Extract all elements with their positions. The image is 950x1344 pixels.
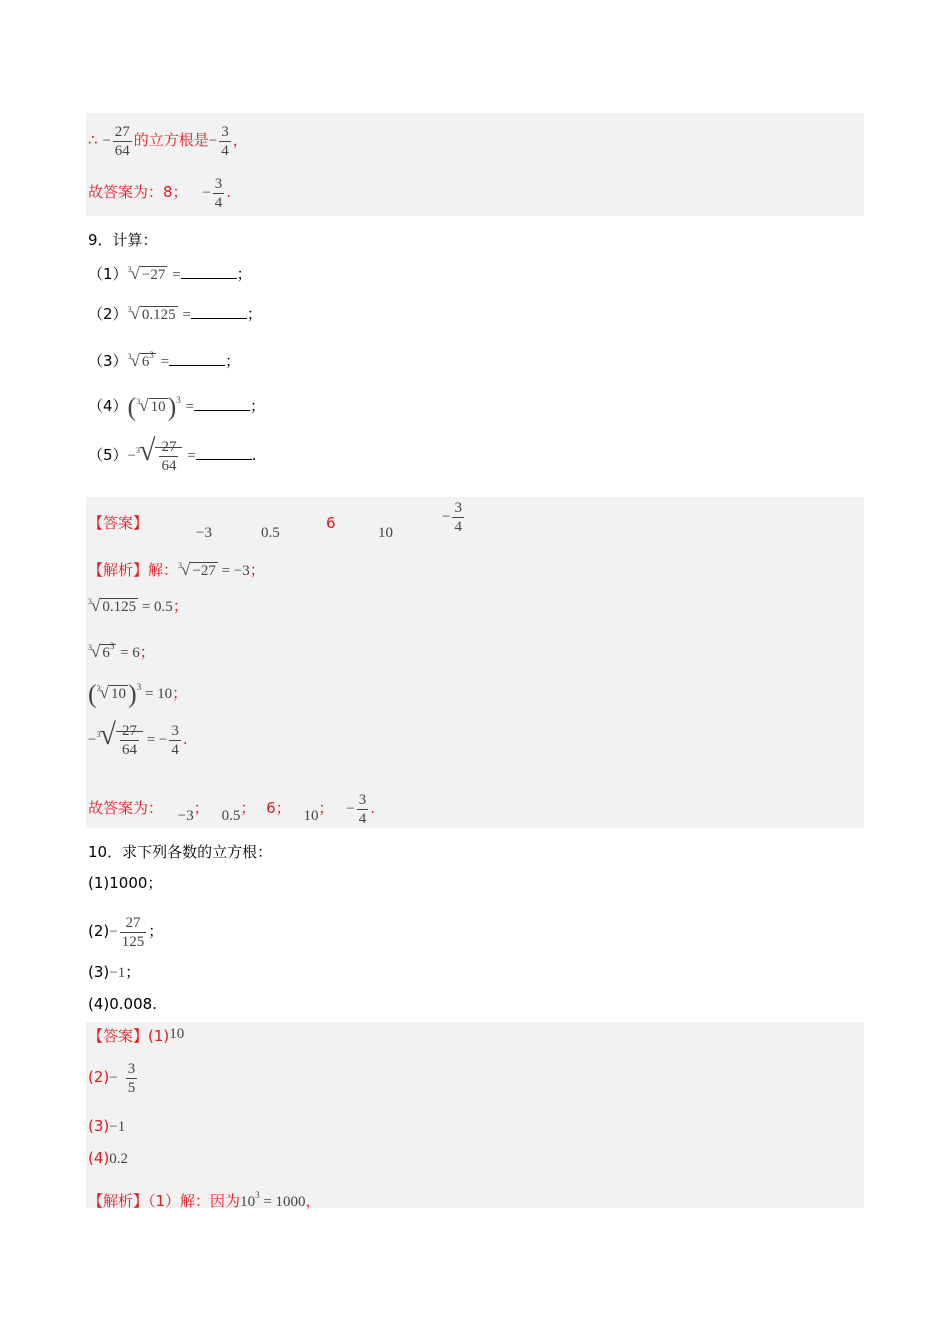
final-answer-line: 故答案为： −3； 0.5； 6； 10； − $\frac{3}{4}$ .	[88, 792, 375, 827]
answer-label: 【答案】	[88, 514, 149, 532]
cube-root: $^3$√ −27	[178, 560, 216, 579]
question-9-title: 9．计算：	[88, 231, 158, 249]
fraction: $\frac{27}{64}$	[121, 723, 137, 758]
question-9-item-1: $(1)^3√ -27$ = ；	[88, 264, 252, 287]
answer-blank[interactable]	[169, 351, 225, 366]
answer-3: 6	[326, 514, 336, 532]
fraction: $\frac{3}{4}$	[221, 124, 229, 159]
question-9-item-3: $(3)^3√$ $6^3$ = ；	[88, 345, 240, 374]
question-9-item-2: $(2)^3√$ 0.125 = ；	[88, 304, 262, 327]
question-9-item-4: （4）($^3$√ 10)$^3$ = ；	[88, 392, 265, 422]
answer-blank[interactable]	[196, 445, 252, 460]
fraction: $\frac{27}{64}$	[161, 439, 177, 474]
question-10-item-3: (3)−1；	[88, 963, 141, 981]
analysis-line-2: $^3$√ 0.125 = 0.5；	[88, 596, 188, 619]
analysis-line-4: ($^3$√ 10)$^3$ = 10；	[88, 679, 188, 709]
cube-root: $^3$√ $6^3$	[127, 350, 154, 370]
analysis-line: 【解析】（1）解：因为$10^3 = 1000$，	[88, 1190, 321, 1210]
cube-root: $^3$√ 10	[96, 683, 127, 702]
answer-blank[interactable]	[191, 304, 247, 319]
answer-2: 0.5	[261, 525, 280, 541]
cube-root: $^3$√ $\frac{27}{64}$	[136, 438, 182, 475]
answer-1: −3	[196, 525, 212, 541]
answer-blank[interactable]	[181, 264, 237, 279]
cube-root: $^3$√ 0.125	[127, 304, 176, 323]
analysis-line-5: −$^3$√ $\frac{27}{64}$ = − $\frac{3}{4}$ .	[88, 717, 188, 758]
fraction: $\frac{3}{4}$	[454, 500, 462, 535]
question-10-title: 10．求下列各数的立方根：	[88, 843, 273, 861]
question-10-item-2: (2)− $\frac{27}{125}$ ；	[88, 915, 164, 950]
answer-band-9	[86, 497, 864, 828]
solution-line-cube-root: ∴ − $\frac{27}{64}$ 的立方根是− $\frac{3}{4}$ ，	[88, 124, 248, 159]
analysis-line-1: 【解析】解：$^3$√ −27 = −3；	[88, 560, 265, 583]
answer-band-10	[86, 1022, 864, 1208]
fraction: $\frac{27}{125}$	[121, 915, 145, 950]
cube-root: $^3$√ 0.125	[88, 596, 137, 615]
fraction: $\frac{3}{4}$	[214, 176, 223, 211]
analysis-line-3: $^3$√ $6^3 = 6$；	[88, 636, 155, 665]
cube-root: $^3$√ 10	[136, 396, 166, 415]
solution-band-8	[86, 113, 864, 216]
fraction: $\frac{3}{4}$	[171, 723, 179, 758]
fraction: $\frac{3}{4}$	[358, 792, 367, 827]
answer-line-4: (4)0.2	[88, 1149, 128, 1167]
final-answer-line: 故答案为：8； − $\frac{3}{4}$ .	[88, 176, 232, 211]
question-9-item-5: （5）−$^3$√ $\frac{27}{64}$ = .	[88, 433, 257, 474]
fraction: $\frac{27}{64}$	[114, 124, 130, 159]
answer-line-1: 【答案】(1)10	[88, 1026, 185, 1045]
question-10-item-1: (1)1000；	[88, 874, 163, 892]
answer-5: − $\frac{3}{4}$	[442, 500, 462, 535]
cube-root: $^3$√ −27	[127, 264, 166, 283]
cube-root: $^3$√ $\frac{27}{64}$	[96, 722, 142, 759]
question-10-item-4: (4)0.008.	[88, 995, 157, 1013]
answer-line-3: (3)−1	[88, 1117, 126, 1135]
answer-4: 10	[378, 525, 393, 541]
answer-blank[interactable]	[194, 396, 250, 411]
cube-root: $^3$√ $6^3$	[88, 641, 115, 661]
answer-line-2: (2)− $\frac{3}{5}$	[88, 1061, 136, 1096]
fraction: $\frac{3}{5}$	[127, 1061, 136, 1096]
